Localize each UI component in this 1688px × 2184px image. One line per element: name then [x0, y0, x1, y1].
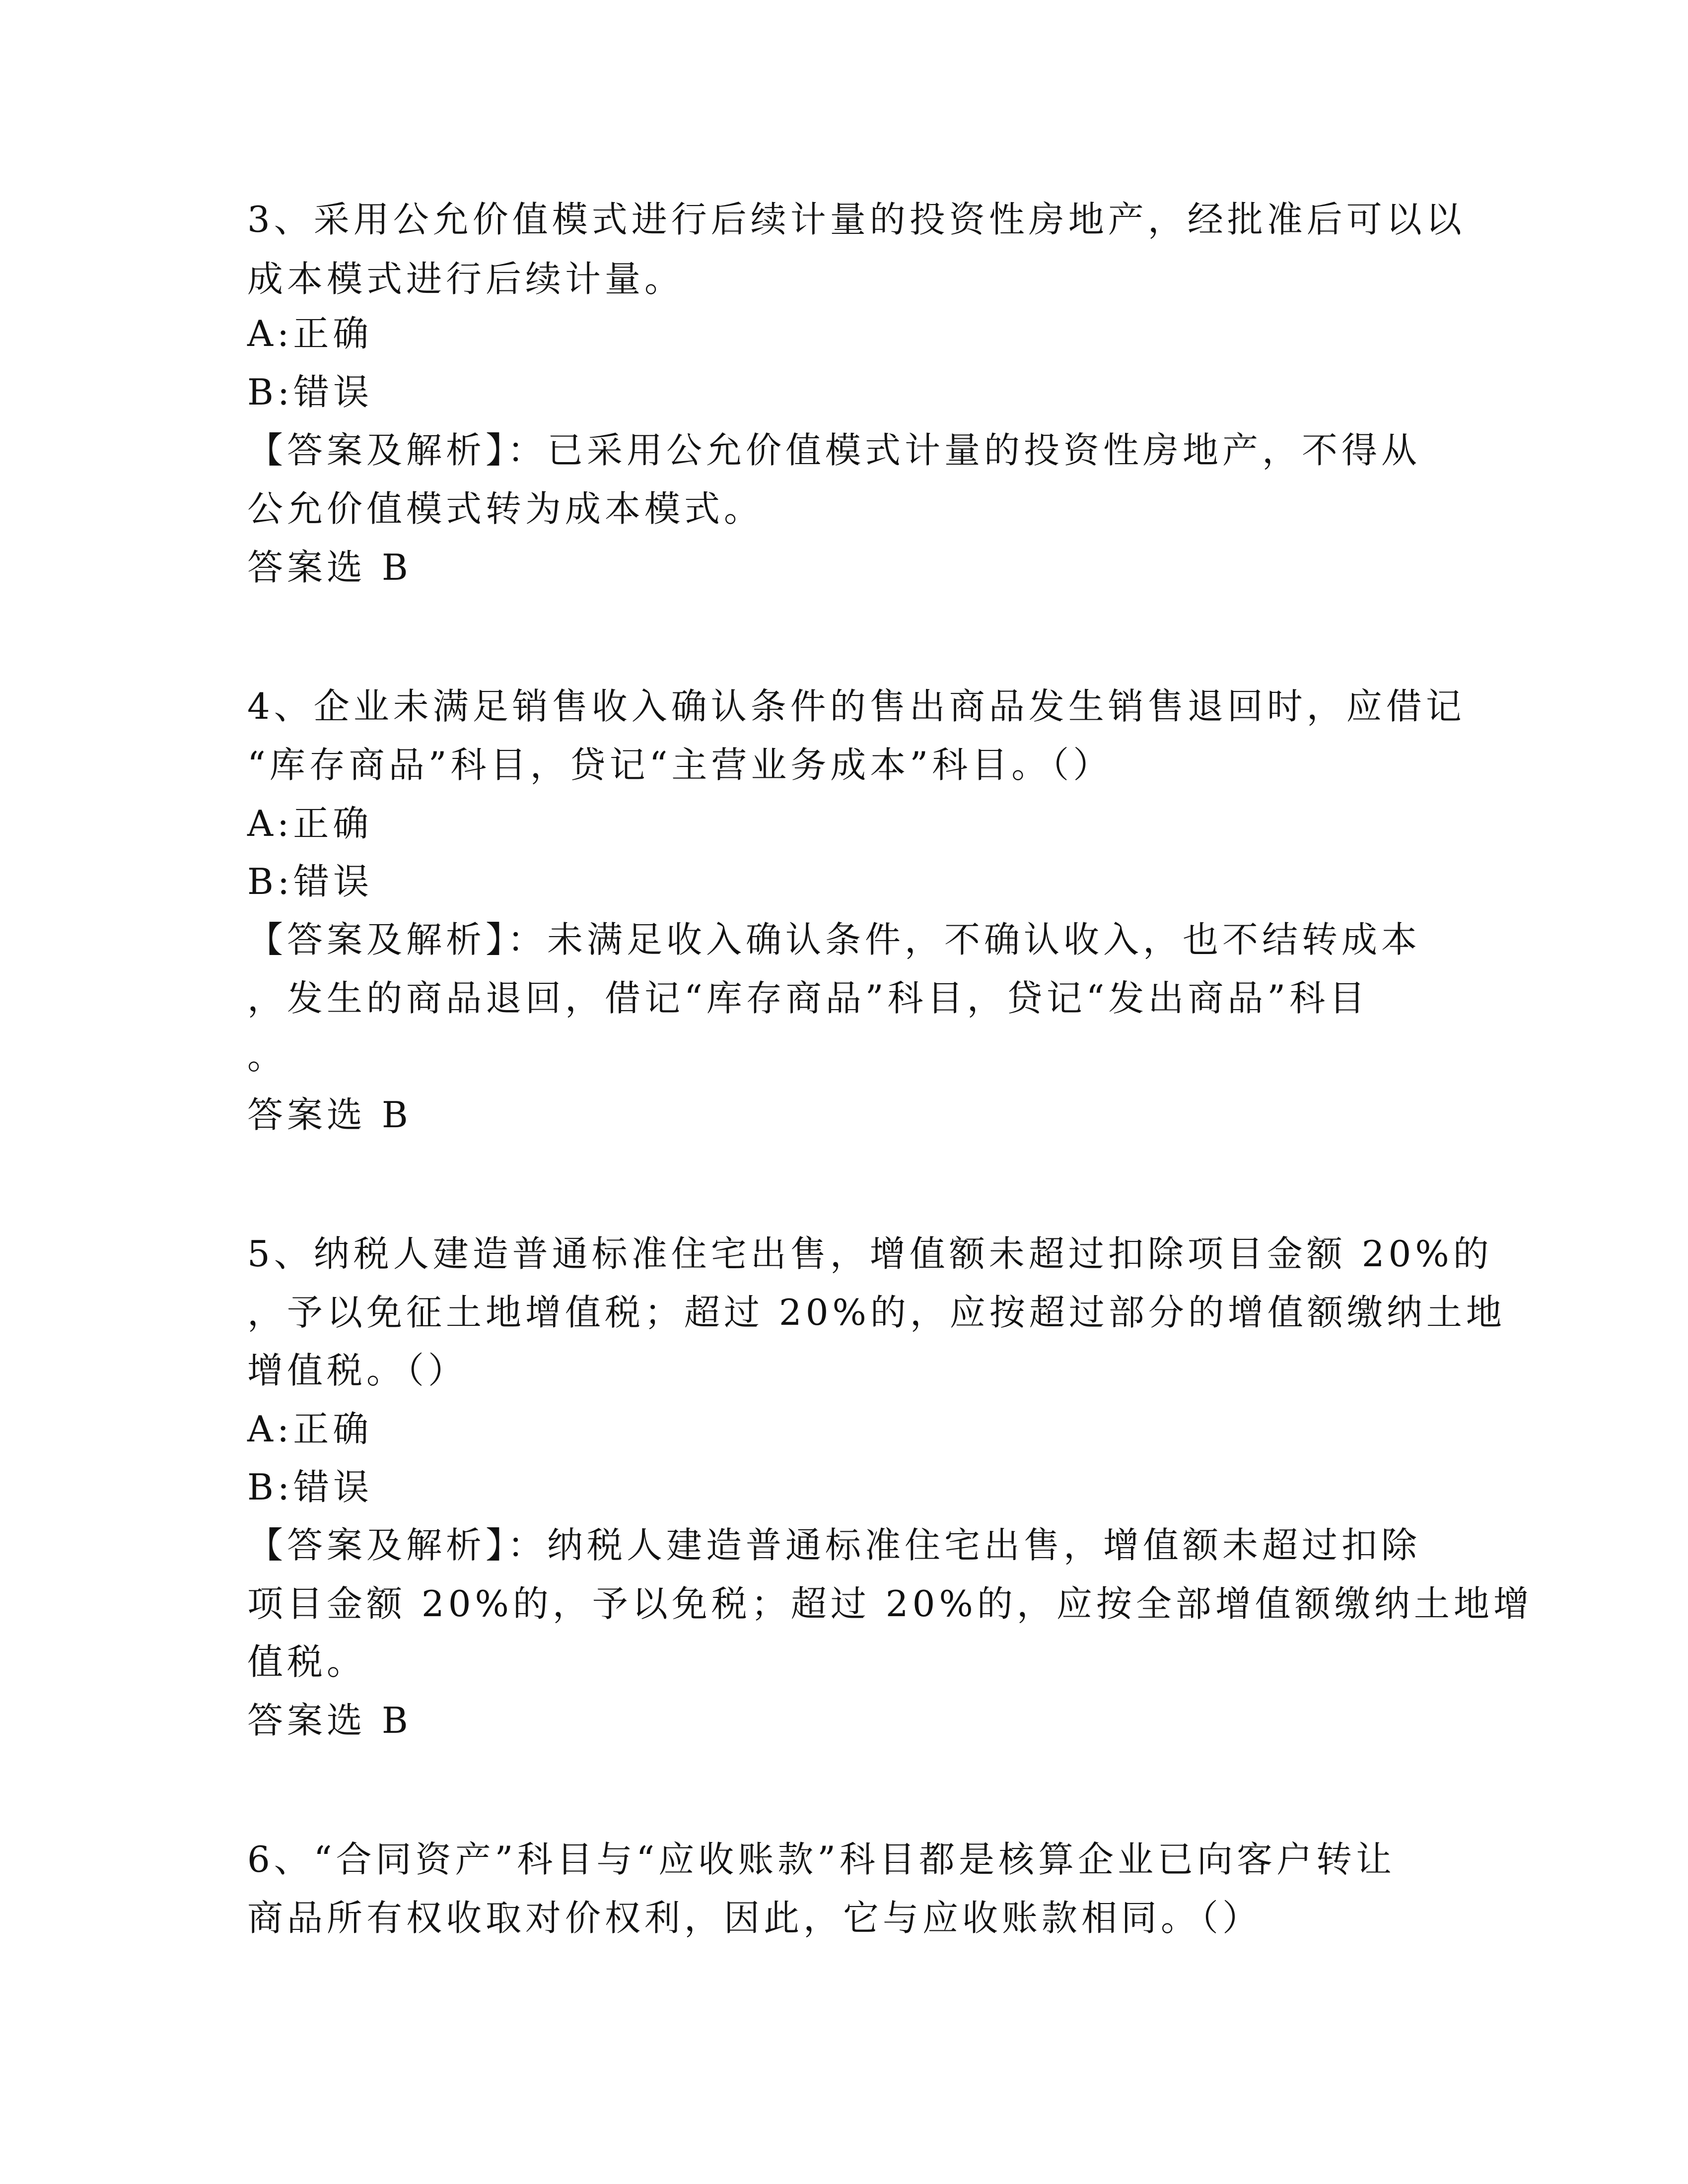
question-4-option-b: B:错误 — [247, 861, 373, 902]
question-3-analysis-line-1: 【答案及解析】：已采用公允价值模式计量的投资性房地产，不得从 — [247, 429, 1421, 471]
question-5-analysis-line-2: 项目金额 20%的，予以免税；超过 20%的，应按全部增值额缴纳土地增 — [247, 1583, 1533, 1625]
question-5-option-b: B:错误 — [247, 1466, 373, 1508]
question-4-analysis-line-1: 【答案及解析】：未满足收入确认条件，不确认收入，也不结转成本 — [247, 919, 1421, 960]
question-3-option-b: B:错误 — [247, 371, 373, 413]
question-6-text-line-1: 6、“合同资产”科目与“应收账款”科目都是核算企业已向客户转让 — [247, 1839, 1396, 1880]
question-4-text-line-1: 4、企业未满足销售收入确认条件的售出商品发生销售退回时，应借记 — [247, 685, 1466, 727]
question-6-text-line-2: 商品所有权收取对价权利，因此，它与应收账款相同。（） — [247, 1897, 1263, 1939]
question-4-analysis-line-2: ，发生的商品退回，借记“库存商品”科目，贷记“发出商品”科目 — [247, 977, 1369, 1019]
question-3-text-line-2: 成本模式进行后续计量。 — [247, 258, 685, 300]
question-3-analysis-line-2: 公允价值模式转为成本模式。 — [247, 488, 764, 530]
question-4-text-line-2: “库存商品”科目，贷记“主营业务成本”科目。（） — [247, 744, 1113, 786]
question-5-text-line-1: 5、纳税人建造普通标准住宅出售，增值额未超过扣除项目金额 20%的 — [247, 1233, 1493, 1275]
question-3-text-line-1: 3、采用公允价值模式进行后续计量的投资性房地产，经批准后可以以 — [247, 199, 1466, 240]
question-5-text-line-3: 增值税。（） — [247, 1350, 468, 1391]
question-3-answer: 答案选 B — [247, 546, 412, 588]
question-5-analysis-line-1: 【答案及解析】：纳税人建造普通标准住宅出售，增值额未超过扣除 — [247, 1524, 1421, 1566]
question-4-option-a: A:正确 — [247, 803, 373, 844]
question-5-answer: 答案选 B — [247, 1700, 412, 1741]
question-5-text-line-2: ，予以免征土地增值税；超过 20%的，应按超过部分的增值额缴纳土地 — [247, 1292, 1506, 1333]
question-3-option-a: A:正确 — [247, 313, 373, 354]
question-5-option-a: A:正确 — [247, 1408, 373, 1450]
question-4-analysis-line-3: 。 — [247, 1035, 287, 1077]
question-4-answer: 答案选 B — [247, 1094, 412, 1136]
question-5-analysis-line-3: 值税。 — [247, 1641, 367, 1683]
